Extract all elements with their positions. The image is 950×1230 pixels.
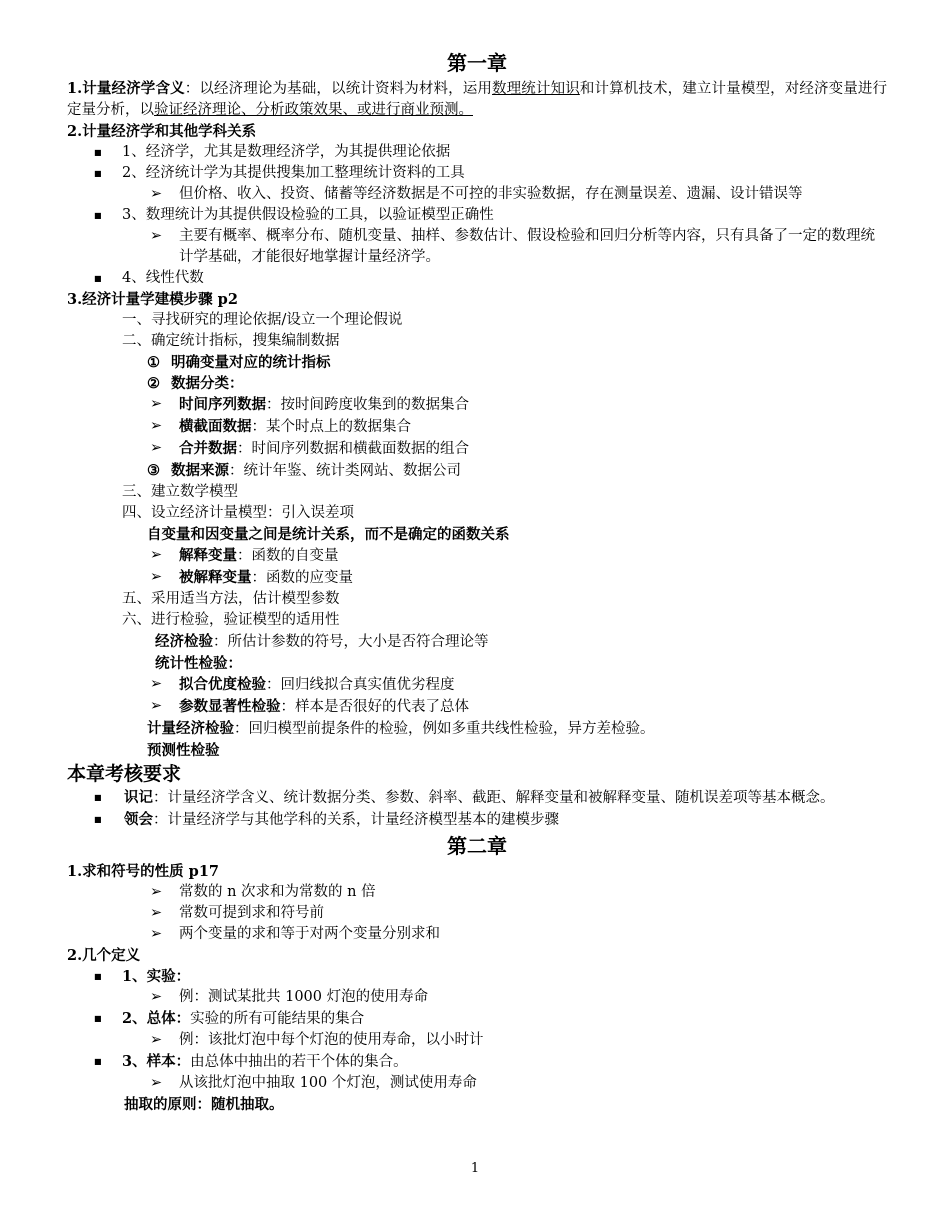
definition-underline-1: 数理统计知识 [492,81,580,97]
list-item: ■ 2、经济统计学为其提供搜集加工整理统计资料的工具 [67,163,887,184]
section-2-heading: 2.计量经济学和其他学科关系 [67,123,257,140]
step-subitem-text: 明确变量对应的统计指标 [171,354,331,371]
circled-number: ③ [147,462,160,479]
step-subitem-text: 数据分类： [171,375,244,392]
list-item: ■ 1、经济学，尤其是数理经济学，为其提供理论依据 [67,142,887,163]
term-desc: ：统计年鉴、统计类网站、数据公司 [229,463,461,479]
step-subitem [67,460,887,482]
list-item [67,545,887,567]
list-item-text: 例：该批灯泡中每个灯泡的使用寿命，以小时计 [179,1032,484,1048]
step-item: 六、进行检验，验证模型的适用性 [122,612,340,628]
relation-note: 自变量和因变量之间是统计关系，而不是确定的函数关系 [147,526,510,543]
list-item-text: 常数的 n 次求和为常数的 n 倍 [179,884,376,900]
arrow-bullet-icon: ➢ [150,228,163,244]
arrow-bullet-icon: ➢ [150,440,163,456]
term-desc: ：计量经济学含义、统计数据分类、参数、斜率、截距、解释变量和被解释变量、随机误差项等基本概念。 [153,790,835,806]
arrow-bullet-icon: ➢ [150,547,163,563]
list-item: ■ 4、线性代数 [67,268,887,289]
circled-number: ① [147,354,160,371]
step-subitem [67,352,887,373]
arrow-bullet-icon: ➢ [150,884,163,900]
term-desc: ：函数的自变量 [237,548,339,564]
term: 被解释变量 [179,569,252,586]
list-item [67,416,887,438]
list-item [67,1030,887,1051]
term-desc: ：所估计参数的符号，大小是否符合理论等 [213,634,489,650]
term-desc: ：计量经济学与其他学科的关系，计量经济模型基本的建模步骤 [153,812,559,828]
list-item: ■ 3、数理统计为其提供假设检验的工具，以验证模型正确性 [67,205,887,226]
definition-text-1: ：以经济理论为基础，以统计资料为材料，运用 [184,81,493,97]
arrow-bullet-icon: ➢ [150,186,163,202]
list-item [67,1008,887,1030]
list-item [67,882,887,903]
term-desc: ：样本是否很好的代表了总体 [280,699,469,715]
arrow-bullet-icon: ➢ [150,569,163,585]
term: 领会 [124,811,153,828]
list-item-text: 常数可提到求和符号前 [179,905,324,921]
term-desc: ：某个时点上的数据集合 [251,419,411,435]
list-item [67,226,887,268]
arrow-bullet-icon: ➢ [150,676,163,692]
list-item-text: 两个变量的求和等于对两个变量分别求和 [179,926,440,942]
step-item: 三、建立数学模型 [122,484,238,500]
term-desc: 实验的所有可能结果的集合 [190,1011,365,1027]
term-desc: ：回归线拟合真实值优劣程度 [266,677,455,693]
list-item [67,696,887,718]
term: 经济检验 [155,633,213,650]
term: 3、样本： [122,1053,191,1070]
check-item: 预测性检验 [147,742,220,759]
arrow-bullet-icon: ➢ [150,1032,163,1048]
list-item [67,787,887,809]
list-item [67,809,887,831]
circled-number: ② [147,375,160,392]
section-2-2-heading: 2.几个定义 [67,947,141,964]
term: 时间序列数据 [179,396,266,413]
page-number: 1 [470,1161,480,1176]
step-item: 一、寻找研究的理论依据/设立一个理论假说 [122,312,403,328]
term-desc: ：函数的应变量 [251,570,353,586]
term-desc: ：回归模型前提条件的检验，例如多重共线性检验，异方差检验。 [234,721,655,737]
section-1-heading: 1.计量经济学含义 [67,80,185,97]
term: 拟合优度检验 [179,676,266,693]
requirements-title: 本章考核要求 [67,763,182,785]
list-item [67,567,887,589]
term: 合并数据 [179,440,237,457]
list-item [67,674,887,696]
arrow-bullet-icon: ➢ [150,396,163,412]
term-desc: ：时间序列数据和横截面数据的组合 [237,441,469,457]
check-item [67,631,887,653]
list-item [67,184,887,205]
list-item-text: 但价格、收入、投资、储蓄等经济数据是不可控的非实验数据，存在测量误差、遗漏、设计错误等 [179,186,803,202]
term-desc: ：按时间跨度收集到的数据集合 [266,397,469,413]
term: 参数显著性检验 [179,698,281,715]
term-desc: 由总体中抽出的若干个体的集合。 [190,1054,408,1070]
term: 2、总体： [122,1010,191,1027]
check-item: 统计性检验： [155,655,242,672]
arrow-bullet-icon: ➢ [150,989,163,1005]
chapter-2-title: 第二章 [447,834,507,858]
arrow-bullet-icon: ➢ [150,1075,163,1091]
step-subitem [67,373,887,394]
list-item: ■ 1、实验： [67,966,887,987]
list-item-text: 从该批灯泡中抽取 100 个灯泡，测试使用寿命 [179,1075,477,1091]
principle-note: 抽取的原则：随机抽取。 [124,1096,284,1113]
list-item [67,1073,887,1094]
step-item: 四、设立经济计量模型：引入误差项 [122,505,354,521]
section-2-1-heading: 1.求和符号的性质 p17 [67,863,220,880]
list-item-text: 主要有概率、概率分布、随机变量、抽样、参数估计、假设检验和回归分析等内容，只有具备了一定的数理统计学基础，才能很好地掌握计量经济学。 [179,228,875,265]
list-item [67,1051,887,1073]
term: 数据来源 [171,462,229,479]
definition-underline-2: 验证经济理论、分析政策效果、或进行商业预测。 [154,102,473,118]
arrow-bullet-icon: ➢ [150,698,163,714]
term: 解释变量 [179,547,237,564]
chapter-1-title: 第一章 [447,51,507,75]
list-item [67,924,887,945]
list-item [67,987,887,1008]
arrow-bullet-icon: ➢ [150,926,163,942]
term: 识记 [124,789,153,806]
section-3-heading: 3.经济计量学建模步骤 p2 [67,291,238,308]
list-item [67,394,887,416]
arrow-bullet-icon: ➢ [150,418,163,434]
definition-text-2: 和计算机技术，建立计量模型，对经济变量进行定量分析，以 [67,81,888,118]
arrow-bullet-icon: ➢ [150,905,163,921]
term: 计量经济检验 [147,720,234,737]
step-item: 五、采用适当方法，估计模型参数 [122,591,340,607]
document-content [67,48,887,1115]
list-item [67,438,887,460]
term: 横截面数据 [179,418,252,435]
list-item [67,903,887,924]
step-item: 二、确定统计指标，搜集编制数据 [122,333,340,349]
list-item-text: 例：测试某批共 1000 灯泡的使用寿命 [179,989,429,1005]
check-item [67,718,887,740]
definition-paragraph [67,78,887,121]
